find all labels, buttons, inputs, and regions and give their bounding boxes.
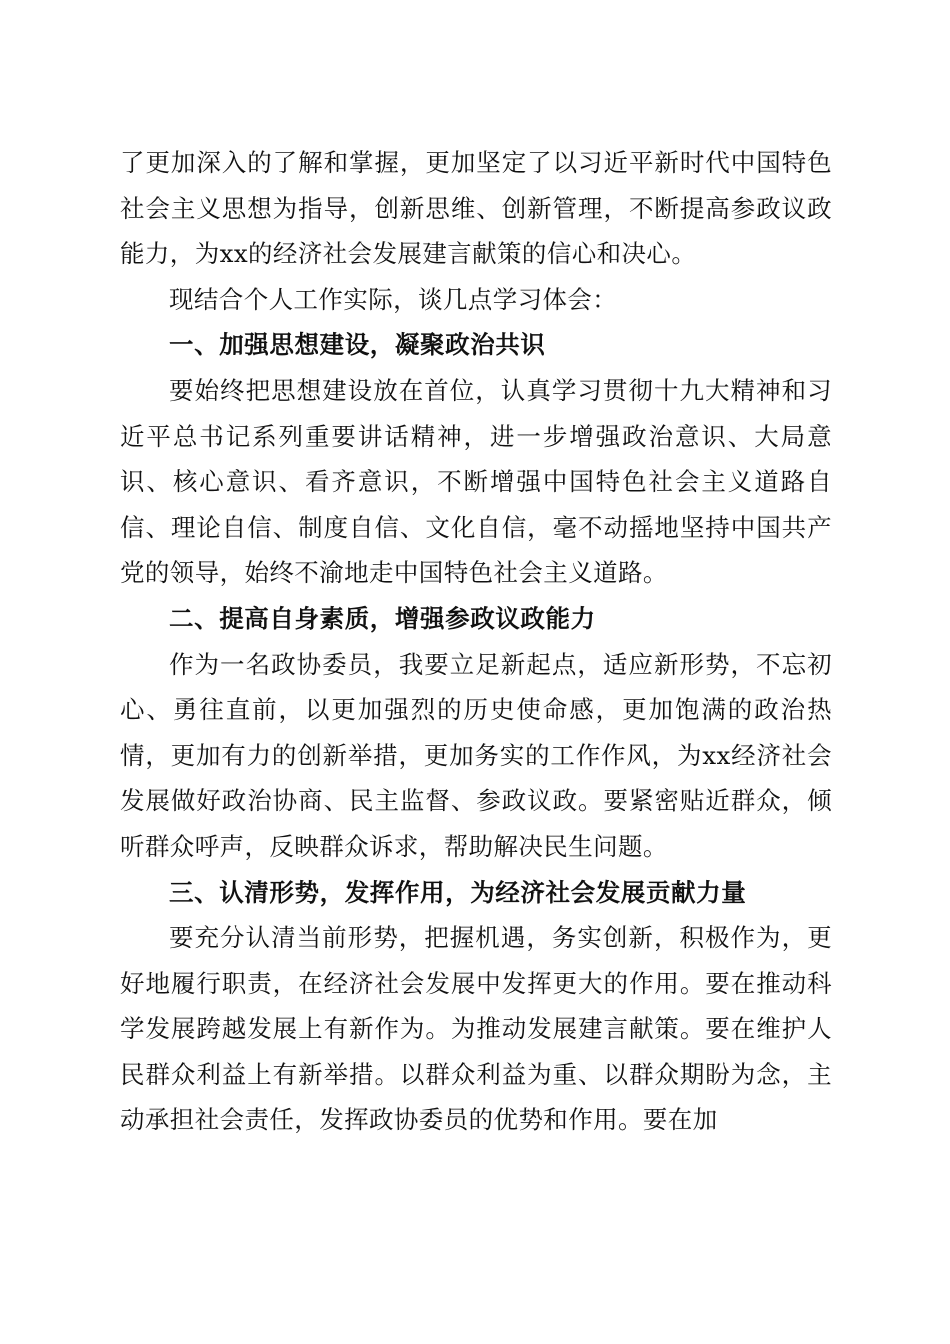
section-heading-2: 二、提高自身素质，增强参政议政能力 — [169, 603, 596, 633]
document-body — [120, 140, 832, 1143]
paragraph-section-3: 要充分认清当前形势，把握机遇，务实创新，积极作为，更好地履行职责，在经济社会发展中发挥更大的作用。要在推动科学发展跨越发展上有新作为。为推动发展建言献策。要在维护人民群众利益上有新举措。以群众利益为重、以群众期盼为念，主动承担社会责任，发挥政协委员的优势和作用。要在加 — [120, 923, 832, 1135]
section-heading-3: 三、认清形势，发挥作用，为经济社会发展贡献力量 — [169, 877, 747, 907]
paragraph-section-2: 作为一名政协委员，我要立足新起点，适应新形势，不忘初心、勇往直前，以更加强烈的历史使命感，更加饱满的政治热情，更加有力的创新举措，更加务实的工作作风，为xx经济社会发展做好政治协商、民主监督、参政议政。要紧密贴近群众，倾听群众呼声，反映群众诉求，帮助解决民生问题。 — [120, 649, 832, 861]
paragraph-section-1: 要始终把思想建设放在首位，认真学习贯彻十九大精神和习近平总书记系列重要讲话精神，进一步增强政治意识、大局意识、核心意识、看齐意识，不断增强中国特色社会主义道路自信、理论自信、制度自信、文化自信，毫不动摇地坚持中国共产党的领导，始终不渝地走中国特色社会主义道路。 — [120, 375, 832, 588]
paragraph-continuation: 了更加深入的了解和掌握，更加坚定了以习近平新时代中国特色社会主义思想为指导，创新思维、创新管理，不断提高参政议政能力，为xx的经济社会发展建言献策的信心和决心。 — [120, 148, 832, 269]
section-heading-1: 一、加强思想建设，凝聚政治共识 — [169, 330, 546, 360]
paragraph-intro: 现结合个人工作实际，谈几点学习体会： — [169, 284, 618, 314]
